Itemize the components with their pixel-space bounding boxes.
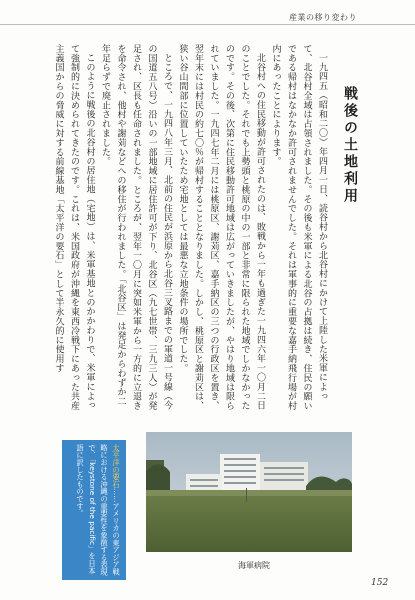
running-header: 産業の移り変わり xyxy=(289,13,357,22)
photo-caption: 海軍病院 xyxy=(238,561,270,570)
paragraph: ところで、一九四八年三月、北前の住民が浜原から北谷三叉路までの軍道一号線（今の国道五八号）沿いの一部地域に居住許可が下り、北谷区（九七世帯、三九三人）が発足され、区長も任命されました。ところが、翌年一〇月に突如米軍から一方的に立退きを命令され、他村や謝苅などへの移住が行われました。「北谷区」は発足からわずか二年足らずで廃止されました。 xyxy=(100,44,172,411)
naval-hospital-photo xyxy=(146,432,352,552)
glossary-definition: ……アメリカの東アジア戦略における沖縄の重要性を象徴する表現で、「keystone of the pacific」を日本語に訳したものです。 xyxy=(76,444,121,576)
page-number: 152 xyxy=(371,578,389,588)
section-title: 戦後の土地利用 xyxy=(342,86,358,205)
glossary-note xyxy=(66,444,122,576)
paragraph: 一九四五（昭和二〇）年四月一日、読谷村から北谷村にかけて上陸した米軍によって、北谷村全域は占領されました。その後も米軍による北谷の占拠は続き、住民の願いである帰村はなかなか許可されませんでした。それは軍事的に重要な嘉手納飛行場が村内にあったことによります。 xyxy=(270,44,327,411)
header-rule xyxy=(0,24,415,25)
body-text xyxy=(53,44,329,412)
glossary-term: 太平洋の要石 xyxy=(112,444,121,488)
paragraph: 北谷村への住民移動が許可されたのは、敗戦から一年も過ぎた一九四六年一〇月二日のことでした。それでも上勢頭と桃原の中の一部と非常に限られた地域でしかなかったのです。その後、次第に住民移動許可地域は広がっていきましたが、やはり地域は限られていました。一九四七年二月には桃原区、謝苅区、嘉手納区の三つの行政区を置き、翌年末には村民の約七〇％が帰村することとなりました。しかし、桃原区と謝苅区は、狭い谷山間部に位置していたため宅地としては最悪な立地条件の場所でした。 xyxy=(177,44,265,411)
paragraph: このように戦後の北谷村の居住地（宅地）は、米軍基地とのかかわりで、米軍によって強制的に決められてきたのです。これは、米国政府が沖縄を東西冷戦下にあった共産主義国からの脅威に対する前線基地「太平洋の要石」として半永久的に使用す xyxy=(53,44,95,411)
